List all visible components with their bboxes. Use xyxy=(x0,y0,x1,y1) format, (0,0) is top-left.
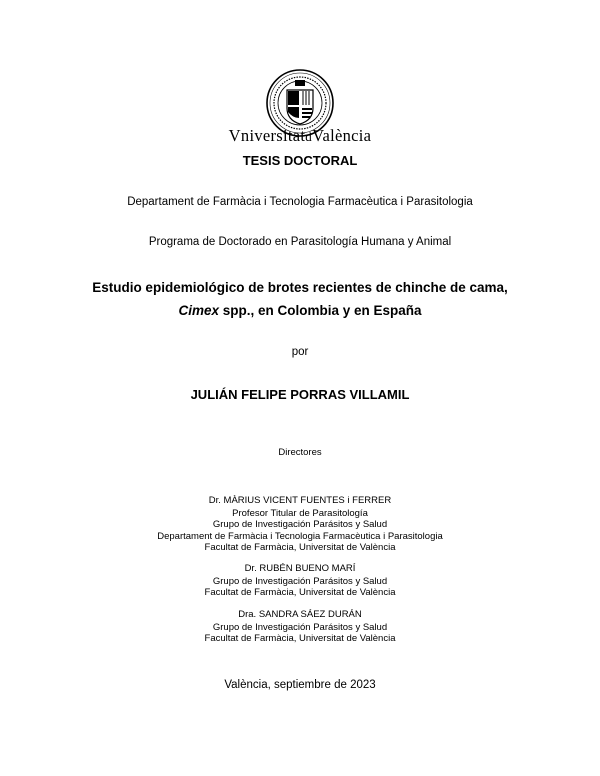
university-name-mid: d xyxy=(305,129,313,144)
by-label: por xyxy=(291,346,309,358)
director-affiliation: Departament de Farmàcia i Tecnologia Farmacèutica i Parasitologia xyxy=(157,530,443,542)
director-3 xyxy=(0,609,600,645)
university-name-left: Vniversitat xyxy=(228,126,306,145)
director-affiliation: Facultat de Farmàcia, Universitat de València xyxy=(204,587,396,598)
doctoral-program: Programa de Doctorado en Parasitología Humana y Animal xyxy=(148,236,452,248)
thesis-title-line-2 xyxy=(0,303,600,318)
thesis-title-line-1: Estudio epidemiológico de brotes recientes de chinche de cama, xyxy=(92,280,508,295)
director-2 xyxy=(0,563,600,599)
director-affiliation: Profesor Titular de Parasitología xyxy=(232,507,368,519)
director-name: Dr. MÀRIUS VICENT FUENTES i FERRER xyxy=(208,495,392,506)
university-name-right: València xyxy=(312,126,372,145)
director-affiliation: Facultat de Farmàcia, Universitat de València xyxy=(204,542,396,553)
director-1 xyxy=(0,495,600,554)
directors-label: Directores xyxy=(278,447,322,458)
director-name: Dra. SANDRA SÁEZ DURÁN xyxy=(238,609,362,620)
author-name: JULIÁN FELIPE PORRAS VILLAMIL xyxy=(190,387,410,402)
thesis-title-rest: spp., en Colombia y en España xyxy=(218,303,422,318)
director-affiliation: Grupo de Investigación Parásitos y Salud xyxy=(212,621,388,633)
thesis-title-genus: Cimex xyxy=(178,303,219,318)
department: Departament de Farmàcia i Tecnologia Farmacèutica i Parasitologia xyxy=(127,196,473,208)
director-name: Dr. RUBÉN BUENO MARÍ xyxy=(244,563,356,574)
university-name xyxy=(0,126,600,146)
director-affiliation: Grupo de Investigación Parásitos y Salud xyxy=(212,575,388,587)
document-type: TESIS DOCTORAL xyxy=(242,153,358,168)
director-affiliation: Grupo de Investigación Parásitos y Salud xyxy=(212,519,388,530)
place-and-date: València, septiembre de 2023 xyxy=(224,679,376,691)
director-affiliation: Facultat de Farmàcia, Universitat de València xyxy=(204,633,396,644)
